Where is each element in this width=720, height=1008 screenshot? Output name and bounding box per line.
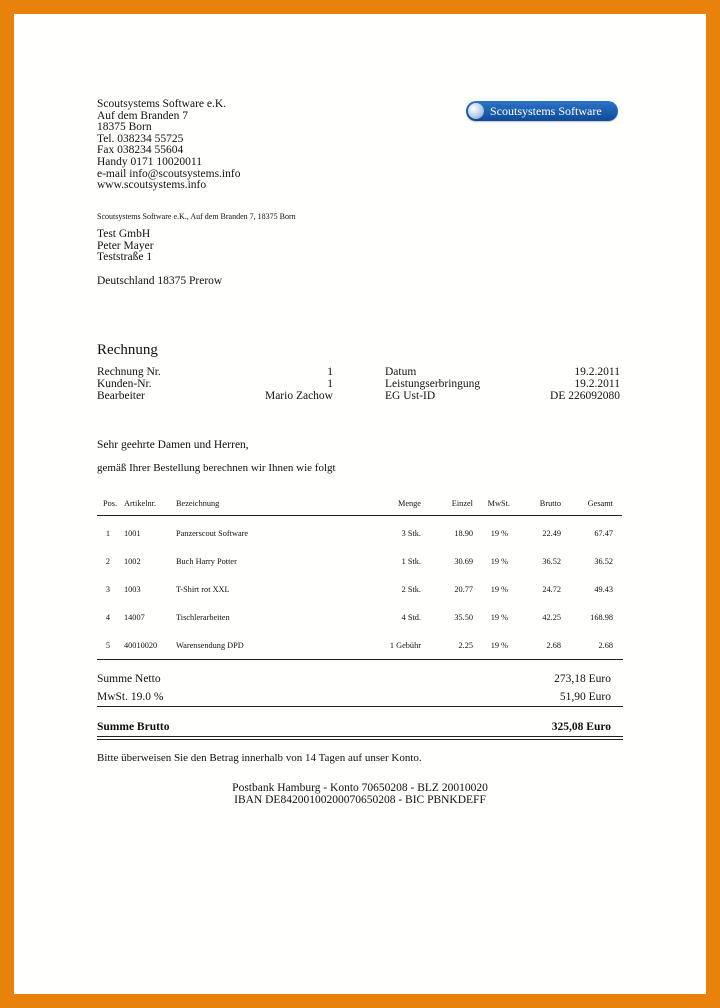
col-brutto: Brutto xyxy=(539,499,561,508)
sum-netto-value: 273,18 Euro xyxy=(554,673,611,685)
invoice-page xyxy=(14,14,706,994)
cell-einzel: 2.25 xyxy=(458,641,473,650)
sum-mwst-label: MwSt. 19.0 % xyxy=(97,691,164,703)
cell-bezeichnung: Tischlerarbeiten xyxy=(176,613,230,622)
col-bezeichnung: Bezeichnung xyxy=(176,499,220,508)
cell-bezeichnung: Buch Harry Potter xyxy=(176,557,237,566)
col-einzel: Einzel xyxy=(451,499,473,508)
cell-einzel: 35.50 xyxy=(454,613,473,622)
col-gesamt: Gesamt xyxy=(587,499,613,508)
meta-value: 19.2.2011 xyxy=(574,378,620,390)
cell-pos: 4 xyxy=(105,613,110,622)
cell-gesamt: 49.43 xyxy=(594,585,613,594)
table-row xyxy=(97,584,622,596)
globe-icon xyxy=(468,103,484,119)
cell-menge: 3 Stk. xyxy=(401,529,421,538)
meta-value: 1 xyxy=(327,378,333,390)
meta-label: Leistungserbringung xyxy=(385,378,481,390)
meta-value: 1 xyxy=(327,366,333,378)
sum-brutto-row xyxy=(97,721,623,733)
cell-artikel: 14007 xyxy=(124,613,145,622)
recipient-line: Peter Mayer xyxy=(97,239,154,252)
cell-bezeichnung: Warensendung DPD xyxy=(176,641,244,650)
cell-menge: 4 Std. xyxy=(401,613,421,622)
totals-double-rule-1 xyxy=(97,736,623,737)
cell-brutto: 42.25 xyxy=(542,613,561,622)
cell-pos: 1 xyxy=(105,529,110,538)
table-row xyxy=(97,556,622,568)
meta-label: EG Ust-ID xyxy=(385,390,436,402)
company-logo xyxy=(466,101,618,121)
cell-pos: 3 xyxy=(105,585,110,594)
sender-line: Scoutsystems Software e.K. xyxy=(97,98,227,110)
recipient-line: Test GmbH xyxy=(97,228,151,240)
totals-divider-mid xyxy=(97,706,623,707)
cell-artikel: 1002 xyxy=(124,557,141,566)
cell-mwst: 19 % xyxy=(490,557,508,566)
document-title: Rechnung xyxy=(97,342,158,358)
sender-line: www.scoutsystems.info xyxy=(97,179,207,192)
meta-value: Mario Zachow xyxy=(264,390,333,402)
meta-label: Rechnung Nr. xyxy=(97,366,161,378)
sum-netto-row xyxy=(97,673,623,685)
cell-menge: 2 Stk. xyxy=(401,585,421,594)
cell-pos: 2 xyxy=(105,557,110,566)
sender-address xyxy=(97,99,240,192)
bank-line-2: IBAN DE84200100200070650208 - BIC PBNKDEFF xyxy=(234,794,486,806)
cell-mwst: 19 % xyxy=(490,585,508,594)
logo-text: Scoutsystems Software xyxy=(490,104,602,118)
table-row xyxy=(97,640,622,652)
table-row xyxy=(97,612,622,624)
cell-brutto: 36.52 xyxy=(542,557,561,566)
bank-line-1: Postbank Hamburg - Konto 70650208 - BLZ 20010020 xyxy=(232,782,488,794)
cell-brutto: 22.49 xyxy=(542,529,561,538)
sender-line: Tel. 038234 55725 xyxy=(97,132,184,145)
sum-mwst-row xyxy=(97,691,623,703)
cell-einzel: 18.90 xyxy=(454,529,473,538)
salutation: Sehr geehrte Damen und Herren, xyxy=(97,439,249,451)
cell-brutto: 2.68 xyxy=(546,641,561,650)
sender-line: Handy 0171 10020011 xyxy=(97,155,202,168)
cell-bezeichnung: T-Shirt rot XXL xyxy=(176,585,230,594)
cell-pos: 5 xyxy=(105,641,110,650)
sum-brutto-label: Summe Brutto xyxy=(97,721,170,733)
cell-artikel: 1003 xyxy=(124,585,141,594)
cell-gesamt: 2.68 xyxy=(598,641,613,650)
sender-line: e-mail info@scoutsystems.info xyxy=(97,167,241,180)
cell-mwst: 19 % xyxy=(490,641,508,650)
recipient-line: Teststraße 1 xyxy=(97,251,153,264)
cell-menge: 1 Stk. xyxy=(401,557,421,566)
sender-line: Auf dem Branden 7 xyxy=(97,109,189,122)
recipient-country: Deutschland 18375 Prerow xyxy=(97,275,223,287)
cell-einzel: 20.77 xyxy=(454,585,473,594)
col-mwst: MwSt. xyxy=(487,499,510,508)
cell-mwst: 19 % xyxy=(490,613,508,622)
cell-einzel: 30.69 xyxy=(454,557,473,566)
cell-gesamt: 168.98 xyxy=(590,613,613,622)
cell-bezeichnung: Panzerscout Software xyxy=(176,529,249,538)
intro-text: gemäß Ihrer Bestellung berechnen wir Ihnen wie folgt xyxy=(97,462,336,474)
meta-value: 19.2.2011 xyxy=(574,366,620,378)
totals-double-rule-2 xyxy=(97,739,623,740)
cell-artikel: 1001 xyxy=(124,529,141,538)
sum-mwst-value: 51,90 Euro xyxy=(559,691,611,703)
col-pos: Pos. xyxy=(103,499,118,508)
meta-value: DE 226092080 xyxy=(550,390,620,402)
cell-artikel: 40010020 xyxy=(124,641,158,650)
col-artikel: Artikelnr. xyxy=(124,499,157,508)
totals-divider-top xyxy=(97,659,623,660)
payment-note: Bitte überweisen Sie den Betrag innerhalb von 14 Tagen auf unser Konto. xyxy=(97,752,422,764)
table-row xyxy=(97,528,622,540)
cell-menge: 1 Gebühr xyxy=(389,641,421,650)
sum-netto-label: Summe Netto xyxy=(97,673,161,685)
cell-gesamt: 67.47 xyxy=(594,529,613,538)
sender-line: Fax 038234 55604 xyxy=(97,144,184,157)
sender-line: 18375 Born xyxy=(97,121,152,134)
cell-brutto: 24.72 xyxy=(542,585,561,594)
table-header xyxy=(97,498,622,516)
meta-label: Bearbeiter xyxy=(97,390,145,402)
meta-label: Kunden-Nr. xyxy=(97,378,152,390)
sum-brutto-value: 325,08 Euro xyxy=(551,721,611,733)
cell-mwst: 19 % xyxy=(490,529,508,538)
col-menge: Menge xyxy=(397,499,421,508)
cell-gesamt: 36.52 xyxy=(594,557,613,566)
recipient-address xyxy=(97,229,154,264)
meta-label: Datum xyxy=(385,366,417,378)
return-address-line: Scoutsystems Software e.K., Auf dem Branden 7, 18375 Born xyxy=(97,212,296,221)
